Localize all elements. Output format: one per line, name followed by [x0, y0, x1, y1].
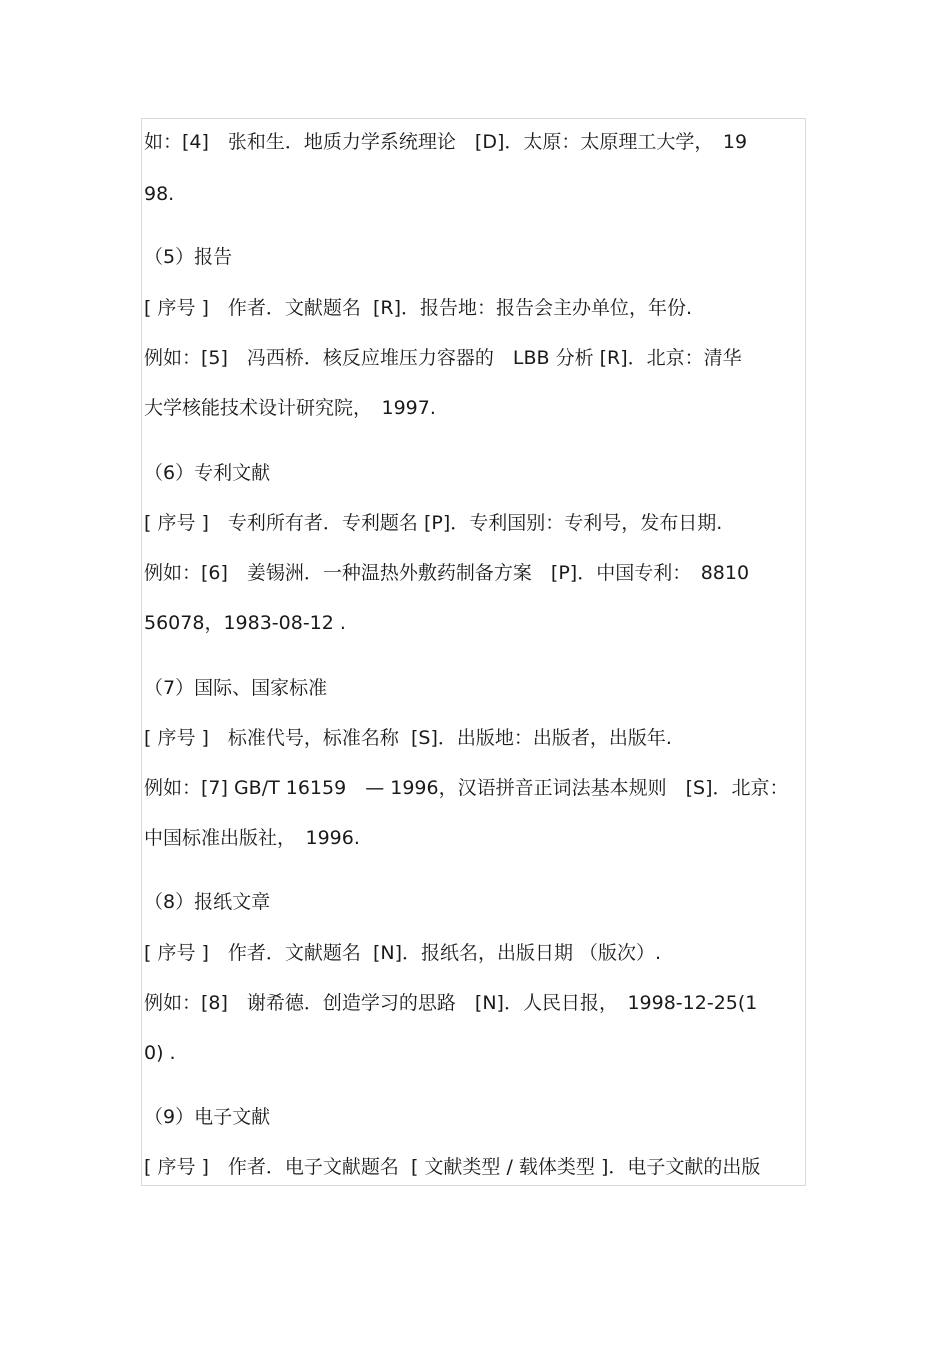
section-heading-patent: （6）专利文献	[144, 462, 271, 484]
reference-example-8: 例如：[8] 谢希德．创造学习的思路 [N]．人民日报， 1998-12-25(1	[144, 992, 758, 1014]
reference-example-4: 如：[4] 张和生．地质力学系统理论 [D]．太原：太原理工大学， 19	[144, 131, 748, 153]
section-heading-electronic: （9）电子文献	[144, 1106, 271, 1128]
format-standard: [ 序号 ] 标准代号，标准名称 [S]．出版地：出版者，出版年.	[144, 727, 672, 749]
reference-example-8-cont: 0) .	[144, 1042, 176, 1064]
reference-example-4-cont: 98.	[144, 183, 175, 205]
reference-example-7: 例如：[7] GB/T 16159 — 1996，汉语拼音正词法基本规则 [S]．北京：	[144, 777, 789, 799]
format-patent: [ 序号 ] 专利所有者．专利题名 [P]．专利国别：专利号，发布日期.	[144, 512, 723, 534]
format-newspaper: [ 序号 ] 作者．文献题名 [N]．报纸名，出版日期 （版次）.	[144, 942, 662, 964]
format-report: [ 序号 ] 作者．文献题名 [R]．报告地：报告会主办单位，年份.	[144, 297, 693, 319]
format-electronic: [ 序号 ] 作者．电子文献题名 [ 文献类型 / 载体类型 ]．电子文献的出版	[144, 1156, 761, 1178]
section-heading-report: （5）报告	[144, 246, 233, 268]
reference-example-5: 例如：[5] 冯西桥．核反应堆压力容器的 LBB 分析 [R]．北京：清华	[144, 347, 742, 369]
reference-example-5-cont: 大学核能技术设计研究院， 1997.	[144, 397, 436, 419]
reference-example-6-cont: 56078，1983-08-12 .	[144, 612, 346, 634]
section-heading-newspaper: （8）报纸文章	[144, 891, 271, 913]
page-frame	[141, 118, 806, 1186]
section-heading-standard: （7）国际、国家标准	[144, 677, 328, 699]
reference-example-6: 例如：[6] 姜锡洲．一种温热外敷药制备方案 [P]．中国专利： 8810	[144, 562, 750, 584]
reference-example-7-cont: 中国标准出版社， 1996.	[144, 827, 360, 849]
